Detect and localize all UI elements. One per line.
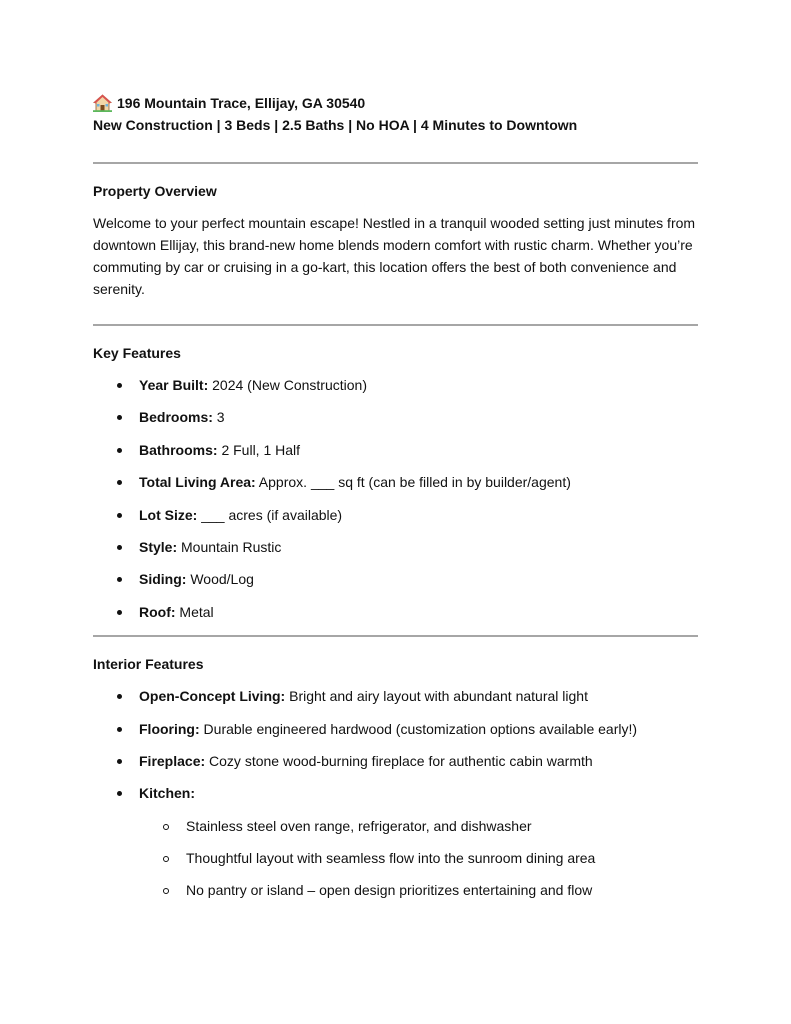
sub-item-text: Thoughtful layout with seamless flow into the sunroom dining area [186, 850, 596, 867]
summary-line: New Construction | 3 Beds | 2.5 Baths | No HOA | 4 Minutes to Downtown [93, 117, 578, 133]
document-page [93, 92, 698, 912]
bullet-icon [117, 759, 122, 764]
address-text: 196 Mountain Trace, Ellijay, GA 30540 [117, 95, 366, 111]
feature-label: Year Built: [139, 377, 209, 393]
list-item [93, 782, 698, 814]
list-item [93, 718, 698, 750]
feature-label: Lot Size: [139, 506, 198, 523]
bullet-icon [117, 513, 122, 518]
feature-value: Cozy stone wood-burning fireplace for authentic cabin warmth [205, 752, 593, 769]
feature-label: Siding: [139, 571, 187, 588]
sub-list-item [93, 847, 698, 879]
feature-value: ___ acres (if available) [197, 506, 343, 523]
bullet-icon [117, 610, 122, 615]
bullet-icon [117, 480, 122, 485]
circle-bullet-icon [163, 824, 169, 830]
kitchen-sublist [93, 815, 698, 912]
feature-value: 2024 (New Construction) [208, 377, 367, 393]
list-item [93, 504, 698, 536]
list-item [93, 601, 698, 633]
feature-label: Kitchen: [139, 785, 195, 802]
circle-bullet-icon [163, 856, 169, 862]
list-item [93, 471, 698, 503]
address-line [93, 92, 698, 114]
overview-heading: Property Overview [93, 183, 217, 199]
bullet-icon [117, 383, 122, 388]
bullet-icon [117, 577, 122, 582]
sub-item-text: No pantry or island – open design prioritizes entertaining and flow [186, 882, 593, 899]
overview-paragraph: Welcome to your perfect mountain escape! Nestled in a tranquil wooded setting just minutes from downtown Ellijay, this brand-new home blends modern comfort with rustic charm. Whether you’re commuting by car or cruising in a go-kart, this location offers the best of both convenience and serenity. [93, 215, 696, 297]
feature-value: 3 [212, 409, 225, 426]
list-item [93, 750, 698, 782]
interior-features-list [93, 685, 698, 815]
list-item [93, 439, 698, 471]
list-item [93, 536, 698, 568]
sub-list-item [93, 815, 698, 847]
feature-label: Bathrooms: [139, 441, 218, 458]
bullet-icon [117, 727, 122, 732]
feature-value: Mountain Rustic [177, 538, 282, 555]
list-item [93, 685, 698, 717]
feature-label: Open-Concept Living: [139, 688, 286, 705]
feature-label: Total Living Area: [139, 474, 256, 491]
feature-label: Flooring: [139, 720, 200, 737]
feature-value: Wood/Log [186, 571, 254, 588]
feature-label: Bedrooms: [139, 409, 213, 426]
bullet-icon [117, 415, 122, 420]
circle-bullet-icon [163, 888, 169, 894]
key-features-list [93, 374, 698, 633]
feature-label: Roof: [139, 603, 176, 620]
bullet-icon [117, 448, 122, 453]
feature-value: 2 Full, 1 Half [217, 441, 301, 458]
bullet-icon [117, 694, 122, 699]
key-features-heading: Key Features [93, 345, 181, 361]
sub-item-text: Stainless steel oven range, refrigerator, and dishwasher [186, 817, 532, 834]
feature-value: Durable engineered hardwood (customization options available early!) [199, 720, 638, 737]
feature-value: Approx. ___ sq ft (can be filled in by builder/agent) [255, 474, 571, 491]
feature-value: Metal [175, 603, 214, 620]
bullet-icon [117, 545, 122, 550]
interior-features-heading: Interior Features [93, 656, 204, 673]
feature-label: Fireplace: [139, 752, 206, 769]
house-icon [93, 94, 112, 112]
feature-label: Style: [139, 538, 178, 555]
feature-value: Bright and airy layout with abundant natural light [285, 688, 588, 705]
sub-list-item [93, 879, 698, 911]
bullet-icon [117, 791, 122, 796]
list-item [93, 568, 698, 600]
list-item [93, 406, 698, 438]
list-item [93, 374, 698, 406]
